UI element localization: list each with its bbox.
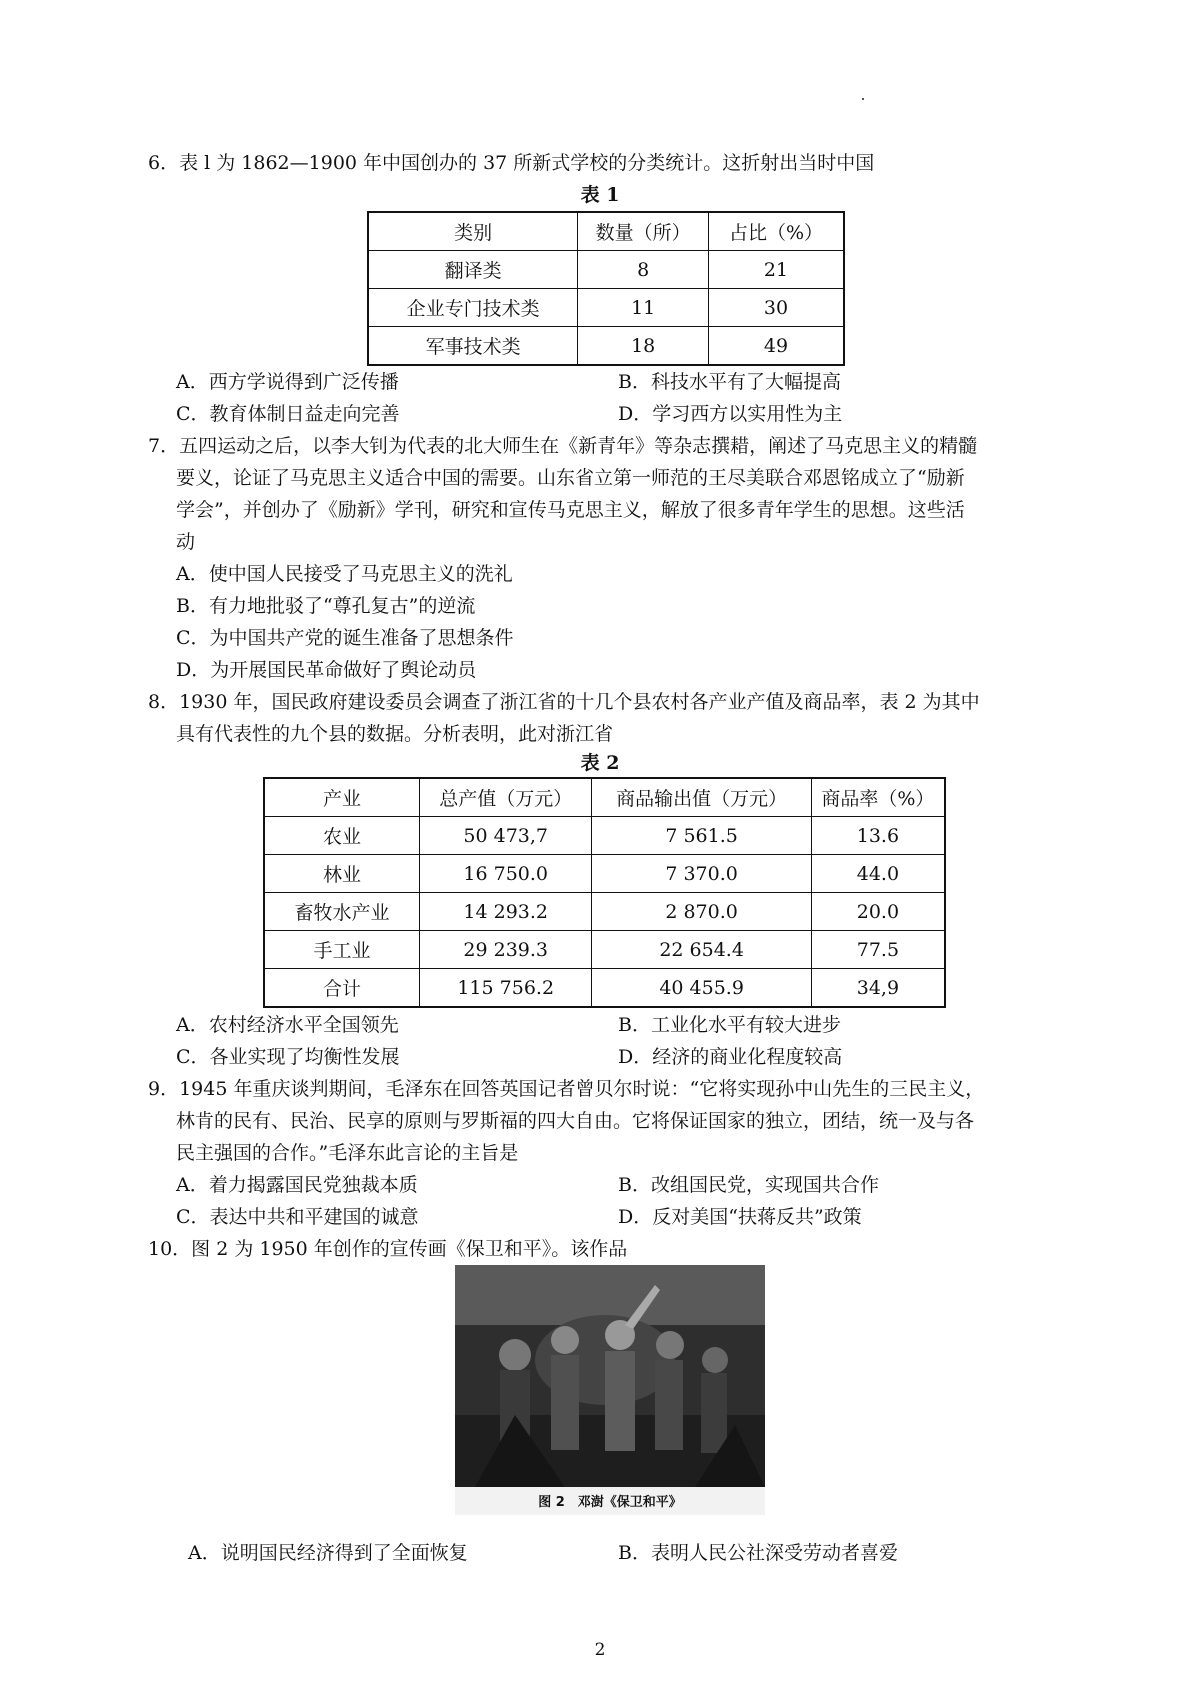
q6-option-c: C．教育体制日益走向完善 <box>176 403 400 425</box>
table-row <box>264 931 945 969</box>
q6-option-a: A．西方学说得到广泛传播 <box>176 371 399 393</box>
q7-option-c: C．为中国共产党的诞生准备了思想条件 <box>176 627 514 649</box>
table-cell: 34,9 <box>811 969 945 1008</box>
table-row <box>264 969 945 1008</box>
table-header-cell: 总产值（万元） <box>419 778 592 817</box>
table-header-row <box>368 212 844 251</box>
table-cell: 13.6 <box>811 817 945 855</box>
table-1 <box>367 211 845 366</box>
q10-option-b: B．表明人民公社深受劳动者喜爱 <box>618 1542 898 1564</box>
table-cell: 29 239.3 <box>419 931 592 969</box>
table2-caption: 表 2 <box>580 752 620 774</box>
table-cell: 49 <box>708 327 844 366</box>
table-row <box>264 817 945 855</box>
table-cell: 8 <box>578 251 709 289</box>
q7-stem-line: 要义，论证了马克思主义适合中国的需要。山东省立第一师范的王尽美联合邓恩铭成立了“励新 <box>176 467 965 489</box>
q7-option-a: A．使中国人民接受了马克思主义的洗礼 <box>176 563 513 585</box>
table-cell: 77.5 <box>811 931 945 969</box>
q8-option-a: A．农村经济水平全国领先 <box>176 1014 399 1036</box>
table-cell: 企业专门技术类 <box>368 289 578 327</box>
q8-option-d: D．经济的商业化程度较高 <box>618 1046 843 1068</box>
table-cell: 11 <box>578 289 709 327</box>
table-cell: 50 473,7 <box>419 817 592 855</box>
figure-2-propaganda-painting <box>455 1265 765 1515</box>
q9-stem-line: 民主强国的合作。”毛泽东此言论的主旨是 <box>176 1142 519 1164</box>
q6-stem: 6．表 l 为 1862—1900 年中国创办的 37 所新式学校的分类统计。这折射出当时中国 <box>148 152 875 174</box>
table-cell: 翻译类 <box>368 251 578 289</box>
table-cell: 2 870.0 <box>592 893 811 931</box>
scan-speck <box>862 98 864 100</box>
q9-option-b: B．改组国民党，实现国共合作 <box>618 1174 879 1196</box>
q9-option-c: C．表达中共和平建国的诚意 <box>176 1206 419 1228</box>
q8-stem-line: 具有代表性的九个县的数据。分析表明，此对浙江省 <box>176 723 614 745</box>
table-cell: 7 370.0 <box>592 855 811 893</box>
table-cell: 18 <box>578 327 709 366</box>
q9-stem-line: 9．1945 年重庆谈判期间，毛泽东在回答英国记者曾贝尔时说：“它将实现孙中山先生的三民主义， <box>148 1078 985 1100</box>
q8-option-c: C．各业实现了均衡性发展 <box>176 1046 400 1068</box>
q7-stem-line: 7．五四运动之后，以李大钊为代表的北大师生在《新青年》等杂志撰耤，阐述了马克思主义的精髓 <box>148 435 978 457</box>
table-cell: 115 756.2 <box>419 969 592 1008</box>
table-cell: 21 <box>708 251 844 289</box>
q7-stem-line: 学会”，并创办了《励新》学刊，研究和宣传马克思主义，解放了很多青年学生的思想。这些活 <box>176 499 965 521</box>
table-cell: 手工业 <box>264 931 419 969</box>
table-cell: 14 293.2 <box>419 893 592 931</box>
table-header-cell: 类别 <box>368 212 578 251</box>
table-row <box>368 251 844 289</box>
table-header-cell: 占比（%） <box>708 212 844 251</box>
table-cell: 林业 <box>264 855 419 893</box>
table-cell: 40 455.9 <box>592 969 811 1008</box>
table-header-cell: 产业 <box>264 778 419 817</box>
table-header-row <box>264 778 945 817</box>
q9-option-d: D．反对美国“扶蒋反共”政策 <box>618 1206 862 1228</box>
table-row <box>368 289 844 327</box>
table-row <box>264 893 945 931</box>
table-header-cell: 商品率（%） <box>811 778 945 817</box>
table-cell: 畜牧水产业 <box>264 893 419 931</box>
q7-stem-line: 动 <box>176 531 196 553</box>
q6-option-d: D．学习西方以实用性为主 <box>618 403 843 425</box>
q7-option-d: D．为开展国民革命做好了舆论动员 <box>176 659 477 681</box>
q10-stem: 10．图 2 为 1950 年创作的宣传画《保卫和平》。该作品 <box>148 1238 628 1260</box>
table-cell: 农业 <box>264 817 419 855</box>
table-cell: 7 561.5 <box>592 817 811 855</box>
painting-image <box>455 1265 765 1487</box>
q8-option-b: B．工业化水平有较大进步 <box>618 1014 841 1036</box>
table-cell: 44.0 <box>811 855 945 893</box>
q9-option-a: A．着力揭露国民党独裁本质 <box>176 1174 418 1196</box>
table-cell: 16 750.0 <box>419 855 592 893</box>
table-header-cell: 数量（所） <box>578 212 709 251</box>
table-cell: 合计 <box>264 969 419 1008</box>
q8-stem-line: 8．1930 年，国民政府建设委员会调查了浙江省的十几个县农村各产业产值及商品率，表 2 为其中 <box>148 691 980 713</box>
table-header-cell: 商品输出值（万元） <box>592 778 811 817</box>
page-number: 2 <box>594 1640 606 1660</box>
q6-option-b: B．科技水平有了大幅提高 <box>618 371 841 393</box>
table-cell: 军事技术类 <box>368 327 578 366</box>
table-row <box>264 855 945 893</box>
table-2 <box>263 777 946 1008</box>
figure-caption: 图 2 邓澍《保卫和平》 <box>538 1495 682 1510</box>
table-cell: 22 654.4 <box>592 931 811 969</box>
table1-caption: 表 1 <box>580 184 620 206</box>
table-cell: 30 <box>708 289 844 327</box>
table-row <box>368 327 844 366</box>
q10-option-a: A．说明国民经济得到了全面恢复 <box>188 1542 468 1564</box>
table-cell: 20.0 <box>811 893 945 931</box>
q9-stem-line: 林肯的民有、民治、民享的原则与罗斯福的四大自由。它将保证国家的独立，团结，统一及与各 <box>176 1110 975 1132</box>
q7-option-b: B．有力地批驳了“尊孔复古”的逆流 <box>176 595 476 617</box>
